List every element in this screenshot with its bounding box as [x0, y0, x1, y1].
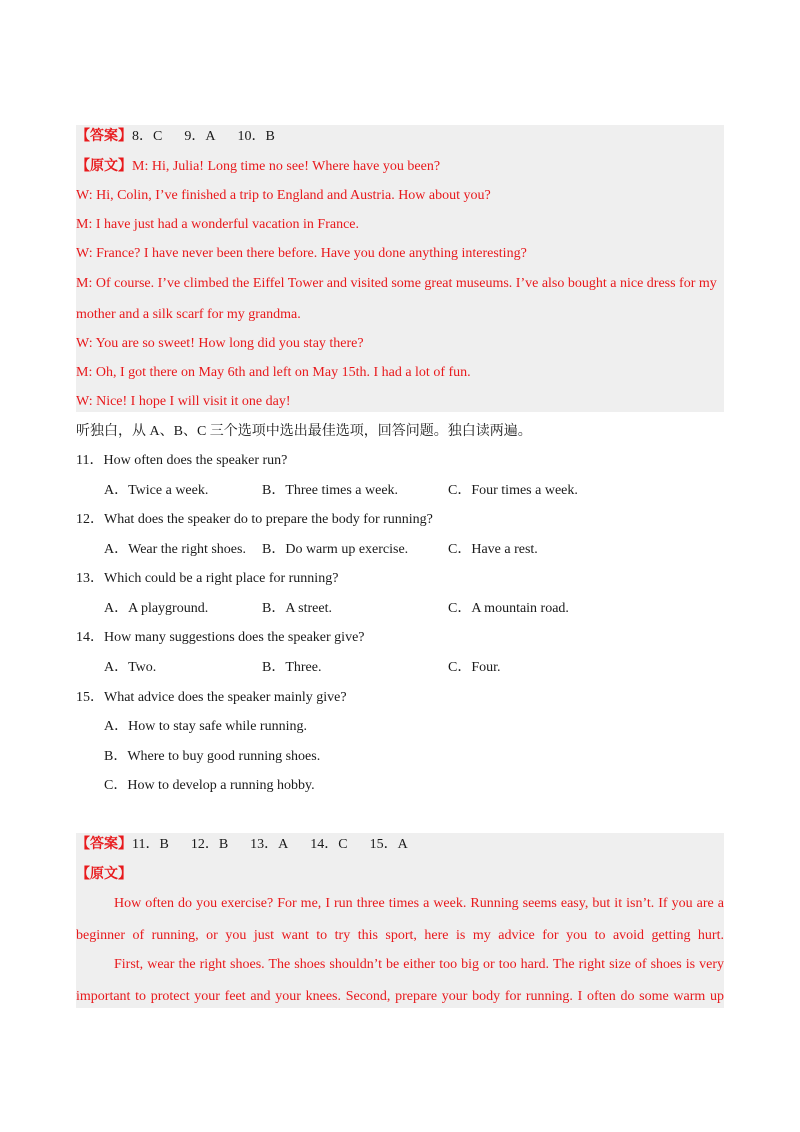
answer-item: 12．B — [190, 837, 229, 852]
option-b: B．A street. — [262, 601, 332, 616]
transcript-paragraph-line: important to protect your feet and your knees. Second, prepare your body for running. I often do some warm up — [76, 989, 724, 1004]
answer-item: 9．A — [184, 129, 216, 144]
question-15: 15．What advice does the speaker mainly give? — [76, 690, 347, 705]
transcript-line: M: Of course. I’ve climbed the Eiffel Tower and visited some great museums. I’ve also bought a nice dress for my — [76, 276, 717, 291]
option-b: B．Three. — [262, 660, 322, 675]
option-b: B．Do warm up exercise. — [262, 542, 409, 557]
answer-item: 10．B — [237, 129, 275, 144]
transcript-line: M: I have just had a wonderful vacation in France. — [76, 217, 360, 232]
question-12: 12．What does the speaker do to prepare the body for running? — [76, 512, 433, 527]
transcript-line: M: Oh, I got there on May 6th and left on May 15th. I had a lot of fun. — [76, 365, 471, 380]
question-14: 14．How many suggestions does the speaker give? — [76, 630, 365, 645]
answer-tag: 【答案】 — [76, 129, 132, 144]
option-c: C．Four times a week. — [448, 483, 578, 498]
option-c: C．How to develop a running hobby. — [104, 778, 315, 793]
transcript-tag: 【原文】 — [76, 159, 132, 174]
transcript-paragraph-line: First, wear the right shoes. The shoes shouldn’t be either too big or too hard. The right size of shoes is very — [114, 957, 724, 972]
option-a: A．How to stay safe while running. — [104, 719, 307, 734]
transcript-line: W: Nice! I hope I will visit it one day! — [76, 394, 291, 409]
answer-item: 8．C — [132, 129, 163, 144]
section-instruction: 听独白，从 A、B、C 三个选项中选出最佳选项，回答问题。独白读两遍。 — [76, 424, 532, 439]
option-b: B．Three times a week. — [262, 483, 399, 498]
option-a: A．Twice a week. — [104, 483, 209, 498]
transcript-paragraph-line: How often do you exercise? For me, I run three times a week. Running seems easy, but it isn’t. If you are a — [114, 896, 724, 911]
option-c: C．Four. — [448, 660, 501, 675]
transcript-line: W: Hi, Colin, I’ve finished a trip to England and Austria. How about you? — [76, 188, 491, 203]
option-a: A．Wear the right shoes. — [104, 542, 246, 557]
answer-item: 11．B — [132, 837, 169, 852]
answer-line-1 — [76, 127, 275, 147]
transcript-line: W: France? I have never been there before. Have you done anything interesting? — [76, 246, 527, 261]
answer-item: 15．A — [369, 837, 408, 852]
transcript-line: W: You are so sweet! How long did you stay there? — [76, 336, 364, 351]
answer-line-2 — [76, 835, 408, 855]
option-a: A．Two. — [104, 660, 157, 675]
transcript-line: 【原文】M: Hi, Julia! Long time no see! Where have you been? — [76, 159, 441, 174]
option-b: B．Where to buy good running shoes. — [104, 749, 321, 764]
answer-tag: 【答案】 — [76, 837, 132, 852]
option-a: A．A playground. — [104, 601, 209, 616]
question-11: 11．How often does the speaker run? — [76, 453, 288, 468]
answer-transcript-box-2 — [76, 833, 724, 1008]
transcript-tag: 【原文】 — [76, 867, 132, 882]
transcript-paragraph-line: beginner of running, or you just want to try this sport, here is my advice for you to avoid getting hurt. — [76, 928, 724, 943]
option-c: C．Have a rest. — [448, 542, 538, 557]
answer-item: 14．C — [310, 837, 348, 852]
answer-item: 13．A — [250, 837, 289, 852]
question-13: 13．Which could be a right place for running? — [76, 571, 339, 586]
transcript-line: mother and a silk scarf for my grandma. — [76, 307, 301, 322]
option-c: C．A mountain road. — [448, 601, 569, 616]
